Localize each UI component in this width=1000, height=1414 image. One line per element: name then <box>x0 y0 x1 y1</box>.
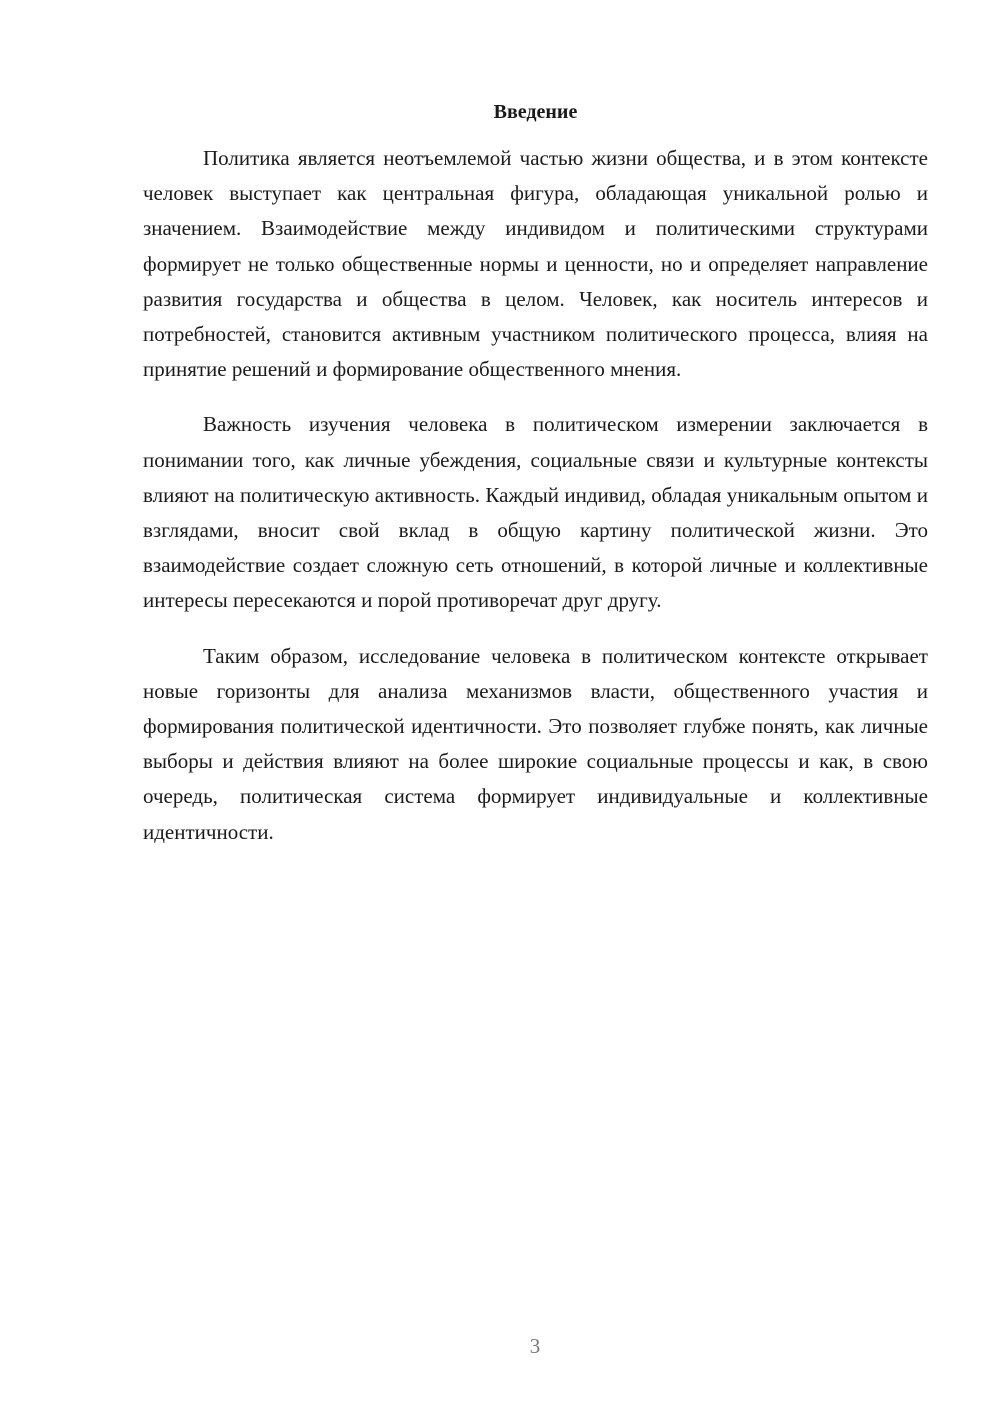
paragraph-1: Политика является неотъемлемой частью жизни общества, и в этом контексте человек выступает как центральная фигура, обладающая уникальной ролью и значением. Взаимодействие между индивидом и политическими структурами формирует не только общественные нормы и ценности, но и определяет направление развития государства и общества в целом. Человек, как носитель интересов и потребностей, становится активным участником политического процесса, влияя на принятие решений и формирование общественного мнения. <box>143 146 928 382</box>
paragraph-2: Важность изучения человека в политическом измерении заключается в понимании того, как личные убеждения, социальные связи и культурные контексты влияют на политическую активность. Каждый индивид, обладая уникальным опытом и взглядами, вносит свой вклад в общую картину политической жизни. Это взаимодействие создает сложную сеть отношений, в которой личные и коллективные интересы пересекаются и порой противоречат друг другу. <box>143 412 928 613</box>
paragraph-3: Таким образом, исследование человека в политическом контексте открывает новые горизонты для анализа механизмов власти, общественного участия и формирования политической идентичности. Это позволяет глубже понять, как личные выборы и действия влияют на более широкие социальные процессы и как, в свою очередь, политическая система формирует индивидуальные и коллективные идентичности. <box>143 643 928 844</box>
page-number: 3 <box>529 1334 541 1358</box>
body-text <box>143 141 928 870</box>
section-heading: Введение <box>493 101 578 123</box>
